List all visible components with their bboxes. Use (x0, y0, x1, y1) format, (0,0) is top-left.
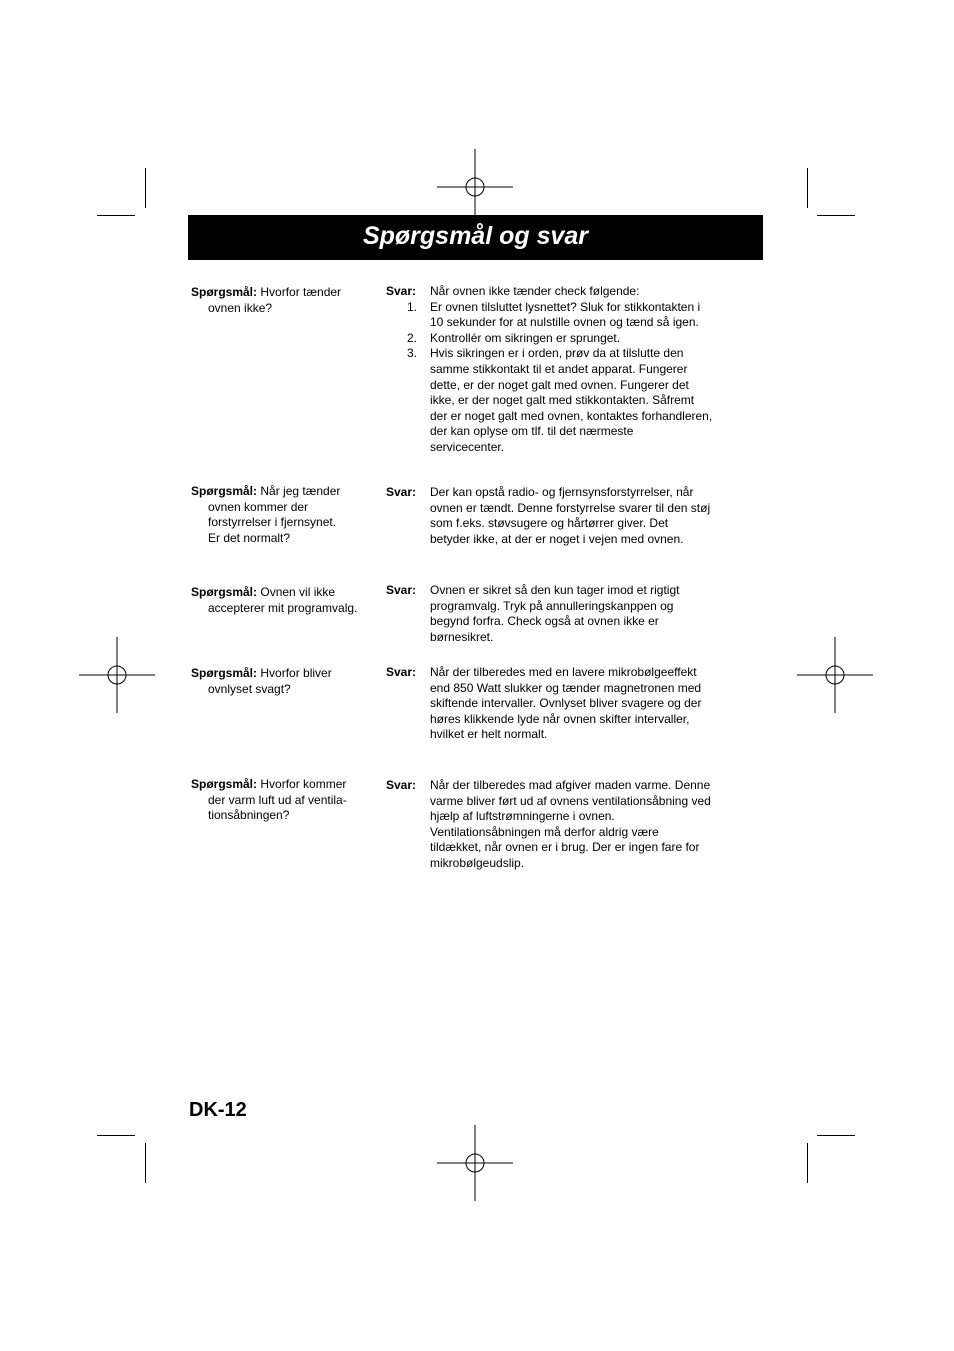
question (191, 285, 371, 316)
crop-mark (817, 215, 855, 216)
question-text: Er det normalt? (208, 530, 291, 545)
answer-text: ovnen er tændt. Denne forstyrrelse svarer til den støj (430, 500, 711, 515)
answer-label: Svar: (386, 778, 417, 792)
answer-text: der er noget galt med ovnen, kontaktes forhandleren, (430, 408, 713, 423)
answer-text: Ovnen er sikret så den kun tager imod et rigtigt (430, 583, 680, 597)
answer-text: servicecenter. (430, 439, 505, 454)
question-label: Spørgsmål: (191, 777, 258, 791)
question-text: ovnlyset svagt? (208, 681, 291, 696)
question-text: der varm luft ud af ventila- (208, 792, 347, 807)
registration-mark-icon (437, 1125, 513, 1201)
answer (430, 778, 730, 872)
question-text: Hvorfor kommer (260, 777, 347, 791)
question (191, 484, 371, 546)
crop-mark (145, 168, 146, 208)
answer-text: ikke, er der noget galt med stikkontakten. Såfremt (430, 393, 695, 408)
answer-text: som f.eks. støvsugere og hårtørrer giver. Det (430, 516, 669, 531)
question-text: tionsåbningen? (208, 808, 290, 823)
answer-text: tildækket, når ovnen er i brug. Der er ingen fare for (430, 840, 700, 855)
page-title: Spørgsmål og svar (362, 222, 589, 250)
answer-text: Når der tilberedes mad afgiver maden varme. Denne (430, 778, 711, 792)
crop-mark (97, 215, 135, 216)
question-label: Spørgsmål: (191, 285, 258, 299)
answer-label: Svar: (386, 665, 417, 679)
answer-text: Når der tilberedes med en lavere mikrobølgeeffekt (430, 665, 697, 679)
registration-mark-icon (79, 637, 155, 713)
question-text: ovnen kommer der (208, 499, 309, 514)
list-number: 2. (406, 330, 417, 345)
crop-mark (807, 1143, 808, 1183)
question-label: Spørgsmål: (191, 484, 258, 498)
answer-label: Svar: (386, 583, 417, 597)
answer-text: begynd forfra. Check også at ovnen ikke er (430, 614, 659, 629)
question-label: Spørgsmål: (191, 585, 258, 599)
list-item (406, 346, 730, 455)
answer-text: børnesikret. (430, 629, 494, 644)
question (191, 777, 371, 824)
question (191, 585, 371, 616)
answer-text: end 850 Watt slukker og tænder magnetronen med (430, 680, 702, 695)
answer-text: varme bliver ført ud af ovnens ventilationsåbning ved (430, 793, 711, 808)
crop-mark (97, 1135, 135, 1136)
question-text: accepterer mit programvalg. (208, 600, 358, 615)
question-label: Spørgsmål: (191, 666, 258, 680)
list-item (406, 330, 730, 347)
answer (430, 485, 730, 547)
question-text: ovnen ikke? (208, 300, 273, 315)
answer-text: hjælp af luftstrømningerne i ovnen. (430, 809, 615, 824)
answer-text: betyder ikke, at der er noget i vejen med ovnen. (430, 531, 684, 546)
answer-text: mikrobølgeudslip. (430, 855, 525, 870)
page-number: DK-12 (189, 1099, 247, 1121)
answer-text: der kan oplyse om tlf. til det nærmeste (430, 424, 634, 439)
list-item (406, 299, 730, 331)
answer-text: Hvis sikringen er i orden, prøv da at tilslutte den (430, 346, 684, 361)
answer-text: programvalg. Tryk på annulleringskanppen og (430, 598, 674, 613)
answer-label: Svar: (386, 284, 417, 298)
answer-text: høres klikkende lyde når ovnen skifter intervaller, (430, 711, 690, 726)
list-number: 3. (406, 346, 417, 361)
question (191, 666, 371, 697)
answer (430, 583, 730, 645)
registration-mark-icon (797, 637, 873, 713)
question-text: Når jeg tænder (260, 484, 341, 498)
answer-text: skiftende intervaller. Ovnlyset bliver svagere og der (430, 696, 702, 711)
crop-mark (817, 1135, 855, 1136)
answer (406, 284, 730, 456)
registration-mark-icon (437, 149, 513, 225)
question-text: Hvorfor tænder (260, 285, 342, 299)
answer-text: dette, er der noget galt med ovnen. Fungerer det (430, 377, 689, 392)
answer-label: Svar: (386, 485, 417, 499)
answer (430, 665, 730, 743)
title-bar (188, 215, 763, 260)
answer-text: hvilket er helt normalt. (430, 727, 548, 742)
question-text: Ovnen vil ikke (260, 585, 336, 599)
answer-text: 10 sekunder for at nulstille ovnen og tænd så igen. (430, 315, 699, 330)
answer-text: Kontrollér om sikringen er sprunget. (430, 330, 621, 345)
list-number: 1. (406, 299, 417, 314)
answer-text: samme stikkontakt til et andet apparat. Fungerer (430, 361, 688, 376)
crop-mark (807, 168, 808, 208)
question-text: Hvorfor bliver (260, 666, 332, 680)
answer-text: Når ovnen ikke tænder check følgende: (430, 284, 640, 298)
answer-text: Er ovnen tilsluttet lysnettet? Sluk for stikkontakten i (430, 299, 701, 314)
answer-text: Der kan opstå radio- og fjernsynsforstyrrelser, når (430, 485, 694, 499)
crop-mark (145, 1143, 146, 1183)
answer-text: Ventilationsåbningen må derfor aldrig være (430, 824, 659, 839)
question-text: forstyrrelser i fjernsynet. (208, 515, 337, 530)
